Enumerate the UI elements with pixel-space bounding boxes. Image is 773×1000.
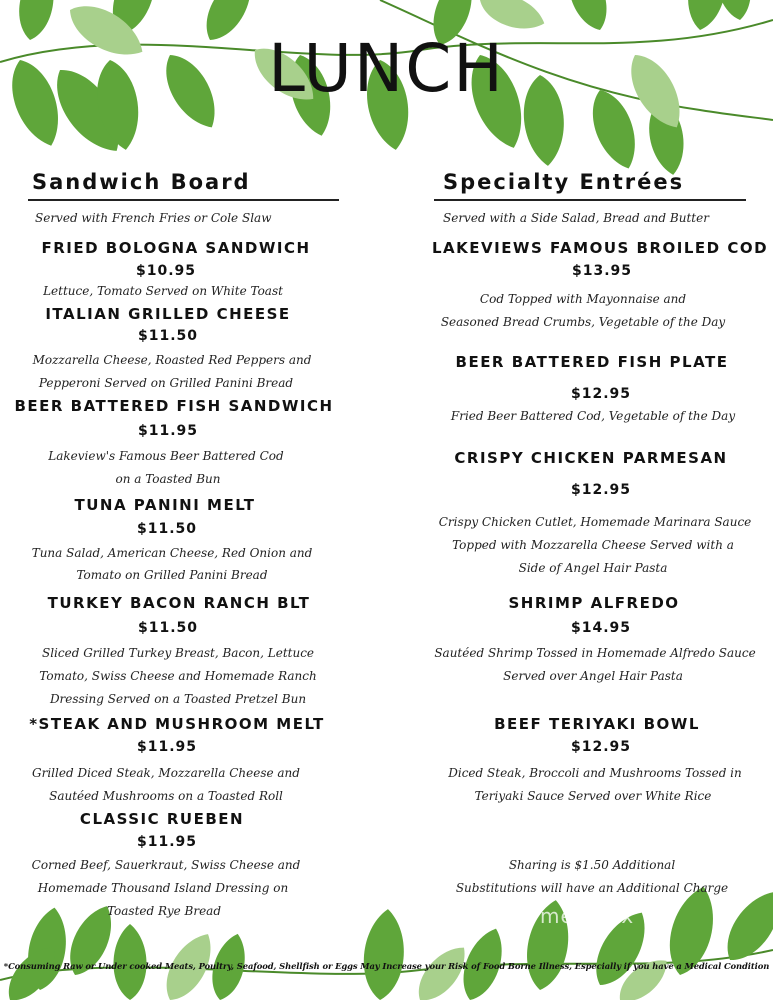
menu-item-desc: Sautéed Mushrooms on a Toasted Roll xyxy=(49,789,283,803)
menu-item-name: BEER BATTERED FISH SANDWICH xyxy=(14,397,334,415)
sandwich-board-heading: Sandwich Board xyxy=(32,170,251,194)
menu-item-name: SHRIMP ALFREDO xyxy=(508,594,680,612)
left-divider xyxy=(28,199,339,201)
menu-item-price: $13.95 xyxy=(571,263,633,279)
sharing-note: Sharing is $1.50 Additional xyxy=(508,858,676,872)
specialty-entrees-heading: Specialty Entrées xyxy=(443,170,685,194)
menu-item-desc: Corned Beef, Sauerkraut, Swiss Cheese and xyxy=(31,858,301,872)
watermark: menupix xyxy=(540,904,635,928)
menu-item-name: BEER BATTERED FISH PLATE xyxy=(455,353,729,371)
menu-item-desc: Side of Angel Hair Pasta xyxy=(518,561,668,575)
menu-item-price: $11.95 xyxy=(137,423,199,439)
menu-item-desc: on a Toasted Bun xyxy=(115,472,221,486)
menu-item-desc: Sliced Grilled Turkey Breast, Bacon, Lettuce xyxy=(41,646,315,660)
menu-item-name: TURKEY BACON RANCH BLT xyxy=(47,594,311,612)
menu-item-name: FRIED BOLOGNA SANDWICH xyxy=(41,239,311,257)
menu-item-desc: Cod Topped with Mayonnaise and xyxy=(479,292,687,306)
menu-item-name: *STEAK AND MUSHROOM MELT xyxy=(29,715,325,733)
menu-item-price: $12.95 xyxy=(570,482,632,498)
menu-item-price: $11.95 xyxy=(136,739,198,755)
menu-item-desc: Tomato, Swiss Cheese and Homemade Ranch xyxy=(39,669,317,683)
menu-item-price: $11.50 xyxy=(137,620,199,636)
menu-item-name: TUNA PANINI MELT xyxy=(74,496,256,514)
menu-item-desc: Fried Beer Battered Cod, Vegetable of the Day xyxy=(450,409,736,423)
menu-item-desc: Lakeview's Famous Beer Battered Cod xyxy=(48,449,284,463)
menu-item-desc: Teriyaki Sauce Served over White Rice xyxy=(474,789,712,803)
menu-item-price: $11.50 xyxy=(137,328,199,344)
menu-item-desc: Mozzarella Cheese, Roasted Red Peppers and xyxy=(32,353,312,367)
menu-item-name: BEEF TERIYAKI BOWL xyxy=(494,715,700,733)
menu-item-desc: Homemade Thousand Island Dressing on xyxy=(37,881,289,895)
menu-item-price: $12.95 xyxy=(570,739,632,755)
menu-item-desc: Toasted Rye Bread xyxy=(106,904,222,918)
left-served-note: Served with French Fries or Cole Slaw xyxy=(35,211,272,225)
menu-item-desc: Grilled Diced Steak, Mozzarella Cheese and xyxy=(32,766,300,780)
menu-item-desc: Served over Angel Hair Pasta xyxy=(503,669,683,683)
menu-item-price: $12.95 xyxy=(570,386,632,402)
menu-item-desc: Topped with Mozzarella Cheese Served with a xyxy=(452,538,734,552)
menu-item-desc: Seasoned Bread Crumbs, Vegetable of the Day xyxy=(440,315,726,329)
menu-item-price: $14.95 xyxy=(570,620,632,636)
substitutions-note: Substitutions will have an Additional Charge xyxy=(455,881,729,895)
menu-item-price: $10.95 xyxy=(135,263,197,279)
page-title: LUNCH xyxy=(268,30,505,107)
menu-item-desc: Diced Steak, Broccoli and Mushrooms Tossed in xyxy=(448,766,742,780)
menu-item-desc: Dressing Served on a Toasted Pretzel Bun xyxy=(49,692,307,706)
food-safety-disclaimer: *Consuming Raw or Under cooked Meats, Poultry, Seafood, Shellfish or Eggs May Increase your Risk of Food Borne Illness, Especially if you have a Medical Condition xyxy=(3,961,770,971)
menu-item-desc: Pepperoni Served on Grilled Panini Bread xyxy=(38,376,294,390)
menu-item-name: CLASSIC RUEBEN xyxy=(79,810,245,828)
menu-item-price: $11.50 xyxy=(136,521,198,537)
menu-item-desc: Tomato on Grilled Panini Bread xyxy=(76,568,268,582)
menu-item-name: ITALIAN GRILLED CHEESE xyxy=(45,305,291,323)
menu-item-desc: Tuna Salad, American Cheese, Red Onion and xyxy=(31,546,313,560)
right-served-note: Served with a Side Salad, Bread and Butter xyxy=(443,211,709,225)
menu-item-desc: Crispy Chicken Cutlet, Homemade Marinara Sauce xyxy=(438,515,752,529)
menu-item-name: LAKEVIEWS FAMOUS BROILED COD xyxy=(431,239,769,257)
menu-item-price: $11.95 xyxy=(136,834,198,850)
menu-item-name: CRISPY CHICKEN PARMESAN xyxy=(454,449,728,467)
right-divider xyxy=(434,199,746,201)
menu-item-desc: Lettuce, Tomato Served on White Toast xyxy=(43,284,283,298)
menu-item-desc: Sautéed Shrimp Tossed in Homemade Alfredo Sauce xyxy=(434,646,756,660)
